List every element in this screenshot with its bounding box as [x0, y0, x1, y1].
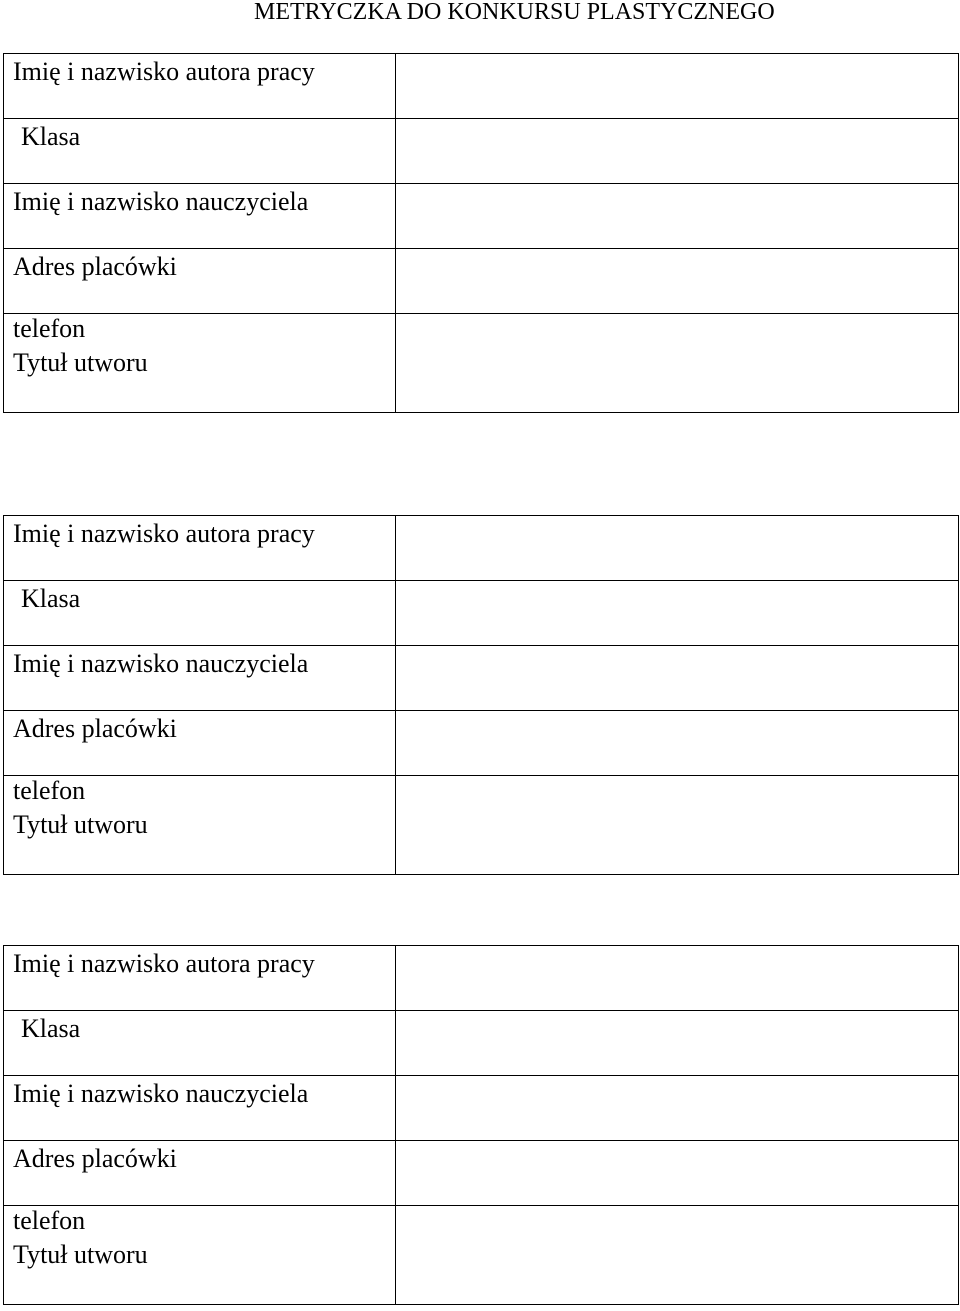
label-cell-teacher — [4, 1076, 396, 1141]
field-address[interactable] — [396, 1141, 959, 1206]
label-class: Klasa — [21, 1014, 81, 1043]
field-phone-title[interactable] — [396, 776, 959, 875]
label-phone-title — [4, 314, 395, 382]
row-phone-title — [4, 314, 959, 413]
row-phone-title — [4, 776, 959, 875]
label-cell-class — [4, 119, 396, 184]
label-cell-teacher — [4, 646, 396, 711]
label-cell-address — [4, 1141, 396, 1206]
entry-form-1 — [3, 53, 959, 413]
label-cell-phone-title — [4, 314, 396, 413]
label-author: Imię i nazwisko autora pracy — [13, 519, 315, 548]
row-teacher — [4, 1076, 959, 1141]
label-title: Tytuł utworu — [13, 1240, 148, 1269]
field-author[interactable] — [396, 946, 959, 1011]
label-phone: telefon — [13, 314, 86, 343]
label-address: Adres placówki — [13, 252, 177, 281]
row-author — [4, 516, 959, 581]
label-address: Adres placówki — [13, 714, 177, 743]
label-cell-author — [4, 946, 396, 1011]
label-class: Klasa — [21, 584, 81, 613]
row-teacher — [4, 646, 959, 711]
field-address[interactable] — [396, 249, 959, 314]
label-title: Tytuł utworu — [13, 348, 148, 377]
entry-form-2 — [3, 515, 959, 875]
label-cell-author — [4, 516, 396, 581]
field-author[interactable] — [396, 516, 959, 581]
label-class: Klasa — [21, 122, 81, 151]
label-cell-address — [4, 711, 396, 776]
row-teacher — [4, 184, 959, 249]
row-author — [4, 946, 959, 1011]
row-address — [4, 249, 959, 314]
label-title: Tytuł utworu — [13, 810, 148, 839]
field-address[interactable] — [396, 711, 959, 776]
label-cell-phone-title — [4, 1206, 396, 1305]
document-title: METRYCZKA DO KONKURSU PLASTYCZNEGO — [254, 0, 775, 25]
row-address — [4, 711, 959, 776]
row-address — [4, 1141, 959, 1206]
entry-form-3 — [3, 945, 959, 1305]
label-phone-title — [4, 1206, 395, 1274]
label-phone: telefon — [13, 1206, 86, 1235]
field-teacher[interactable] — [396, 184, 959, 249]
field-class[interactable] — [396, 1011, 959, 1076]
label-cell-class — [4, 581, 396, 646]
label-author: Imię i nazwisko autora pracy — [13, 57, 315, 86]
row-phone-title — [4, 1206, 959, 1305]
label-cell-phone-title — [4, 776, 396, 875]
row-author — [4, 54, 959, 119]
label-phone: telefon — [13, 776, 86, 805]
field-author[interactable] — [396, 54, 959, 119]
field-class[interactable] — [396, 119, 959, 184]
label-teacher: Imię i nazwisko nauczyciela — [13, 1079, 309, 1108]
field-class[interactable] — [396, 581, 959, 646]
row-class — [4, 119, 959, 184]
label-teacher: Imię i nazwisko nauczyciela — [13, 649, 309, 678]
label-cell-author — [4, 54, 396, 119]
label-teacher: Imię i nazwisko nauczyciela — [13, 187, 309, 216]
field-teacher[interactable] — [396, 646, 959, 711]
label-cell-address — [4, 249, 396, 314]
field-teacher[interactable] — [396, 1076, 959, 1141]
row-class — [4, 581, 959, 646]
field-phone-title[interactable] — [396, 1206, 959, 1305]
label-author: Imię i nazwisko autora pracy — [13, 949, 315, 978]
label-phone-title — [4, 776, 395, 844]
label-cell-teacher — [4, 184, 396, 249]
label-address: Adres placówki — [13, 1144, 177, 1173]
row-class — [4, 1011, 959, 1076]
field-phone-title[interactable] — [396, 314, 959, 413]
label-cell-class — [4, 1011, 396, 1076]
